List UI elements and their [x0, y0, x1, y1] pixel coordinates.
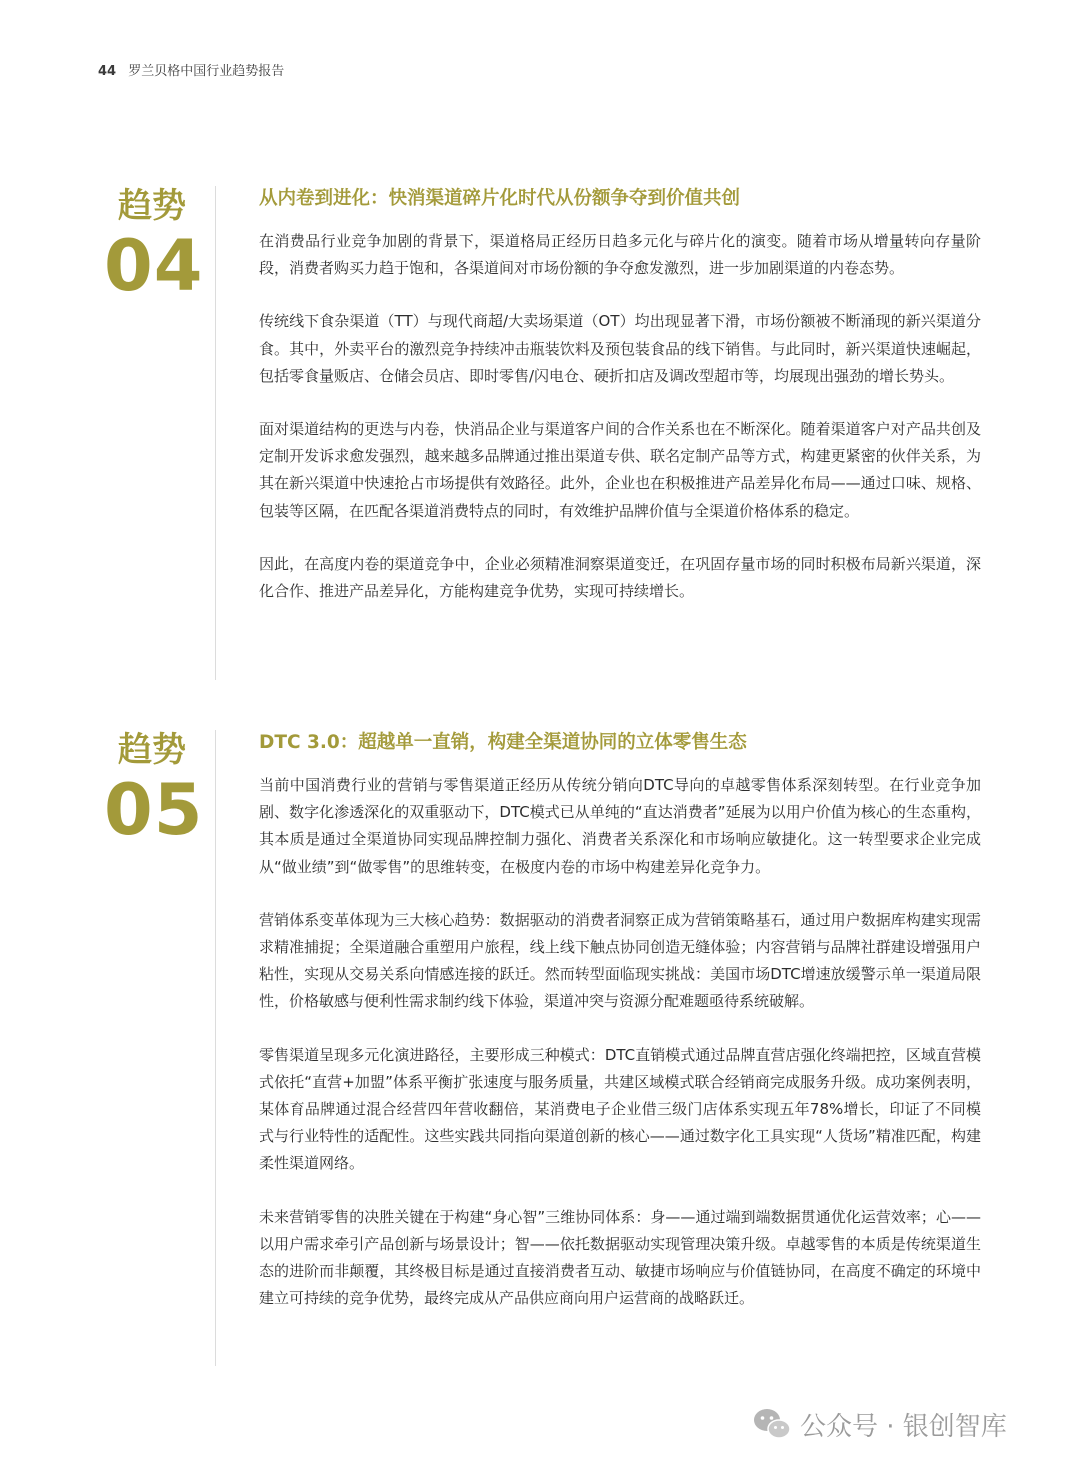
trend-number: 04: [104, 225, 204, 307]
section-title: DTC 3.0：超越单一直销，构建全渠道协同的立体零售生态: [259, 732, 747, 753]
watermark: [752, 1404, 1007, 1444]
paragraph: 营销体系变革体现为三大核心趋势：数据驱动的消费者洞察正成为营销策略基石，通过用户数据库构建实现需求精准捕捉；全渠道融合重塑用户旅程，线上线下触点协同创造无缝体验；内容营销与品牌社群建设增强用户粘性，实现从交易关系向情感连接的跃迁。然而转型面临现实挑战：美国市场DTC增速放缓警示单一渠道局限性，价格敏感与便利性需求制约线下体验，渠道冲突与资源分配难题亟待系统破解。: [259, 910, 981, 1011]
page-number: 44: [98, 64, 117, 79]
paragraph: 传统线下食杂渠道（TT）与现代商超/大卖场渠道（OT）均出现显著下滑，市场份额被不断涌现的新兴渠道分食。其中，外卖平台的激烈竞争持续冲击瓶装饮料及预包装食品的线下销售。与此同时，新兴渠道快速崛起，包括零食量贩店、仓储会员店、即时零售/闪电仓、硬折扣店及调改型超市等，均展现出强劲的增长势头。: [259, 312, 981, 385]
section-content: [259, 730, 981, 1338]
section-title: 从内卷到进化：快消渠道碎片化时代从份额争夺到价值共创: [259, 188, 741, 209]
section-divider: [215, 730, 216, 1366]
page-header: [98, 60, 284, 79]
trend-word: 趋势: [118, 730, 186, 770]
paragraph: 当前中国消费行业的营销与零售渠道正经历从传统分销向DTC导向的卓越零售体系深刻转型。在行业竞争加剧、数字化渗透深化的双重驱动下，DTC模式已从单纯的“直达消费者”延展为以用户价值为核心的生态重构，其本质是通过全渠道协同实现品牌控制力强化、消费者关系深化和市场响应敏捷化。这一转型要求企业完成从“做业绩”到“做零售”的思维转变，在极度内卷的市场中构建差异化竞争力。: [259, 776, 981, 876]
trend-word: 趋势: [118, 186, 186, 226]
paragraph: 未来营销零售的决胜关键在于构建“身心智”三维协同体系：身——通过端到端数据贯通优化运营效率；心——以用户需求牵引产品创新与场景设计；智——依托数据驱动实现管理决策升级。卓越零售的本质是传统渠道生态的进阶而非颠覆，其终极目标是通过直接消费者互动、敏捷市场响应与价值链协同，在高度不确定的环境中建立可持续的竞争优势，最终完成从产品供应商向用户运营商的战略跃迁。: [259, 1207, 981, 1308]
watermark-text: 公众号 · 银创智库: [800, 1411, 1007, 1442]
trend-number: 05: [104, 769, 204, 851]
report-title: 罗兰贝格中国行业趋势报告: [128, 64, 285, 79]
paragraph: 零售渠道呈现多元化演进路径，主要形成三种模式：DTC直销模式通过品牌直营店强化终端把控，区域直营模式依托“直营+加盟”体系平衡扩张速度与服务质量，共建区域模式联合经销商完成服务升级。成功案例表明，某体育品牌通过混合经营四年营收翻倍，某消费电子企业借三级门店体系实现五年78%增长，印证了不同模式与行业特性的适配性。这些实践共同指向渠道创新的核心——通过数字化工具实现“人货场”精准匹配，构建柔性渠道网络。: [259, 1045, 981, 1173]
section-content: [259, 186, 981, 631]
paragraph: 在消费品行业竞争加剧的背景下，渠道格局正经历日趋多元化与碎片化的演变。随着市场从增量转向存量阶段，消费者购买力趋于饱和，各渠道间对市场份额的争夺愈发激烈，进一步加剧渠道的内卷态势。: [259, 232, 981, 278]
paragraph: 因此，在高度内卷的渠道竞争中，企业必须精准洞察渠道变迁，在巩固存量市场的同时积极布局新兴渠道，深化合作、推进产品差异化，方能构建竞争优势，实现可持续增长。: [259, 554, 981, 601]
wechat-icon: [752, 1406, 792, 1442]
section-divider: [215, 186, 216, 680]
paragraph: 面对渠道结构的更迭与内卷，快消品企业与渠道客户间的合作关系也在不断深化。随着渠道客户对产品共创及定制开发诉求愈发强烈，越来越多品牌通过推出渠道专供、联名定制产品等方式，构建更紧密的伙伴关系，为其在新兴渠道中快速抢占市场提供有效路径。此外，企业也在积极推进产品差异化布局——通过口味、规格、包装等区隔，在匹配各渠道消费特点的同时，有效维护品牌价值与全渠道价格体系的稳定。: [259, 420, 981, 520]
